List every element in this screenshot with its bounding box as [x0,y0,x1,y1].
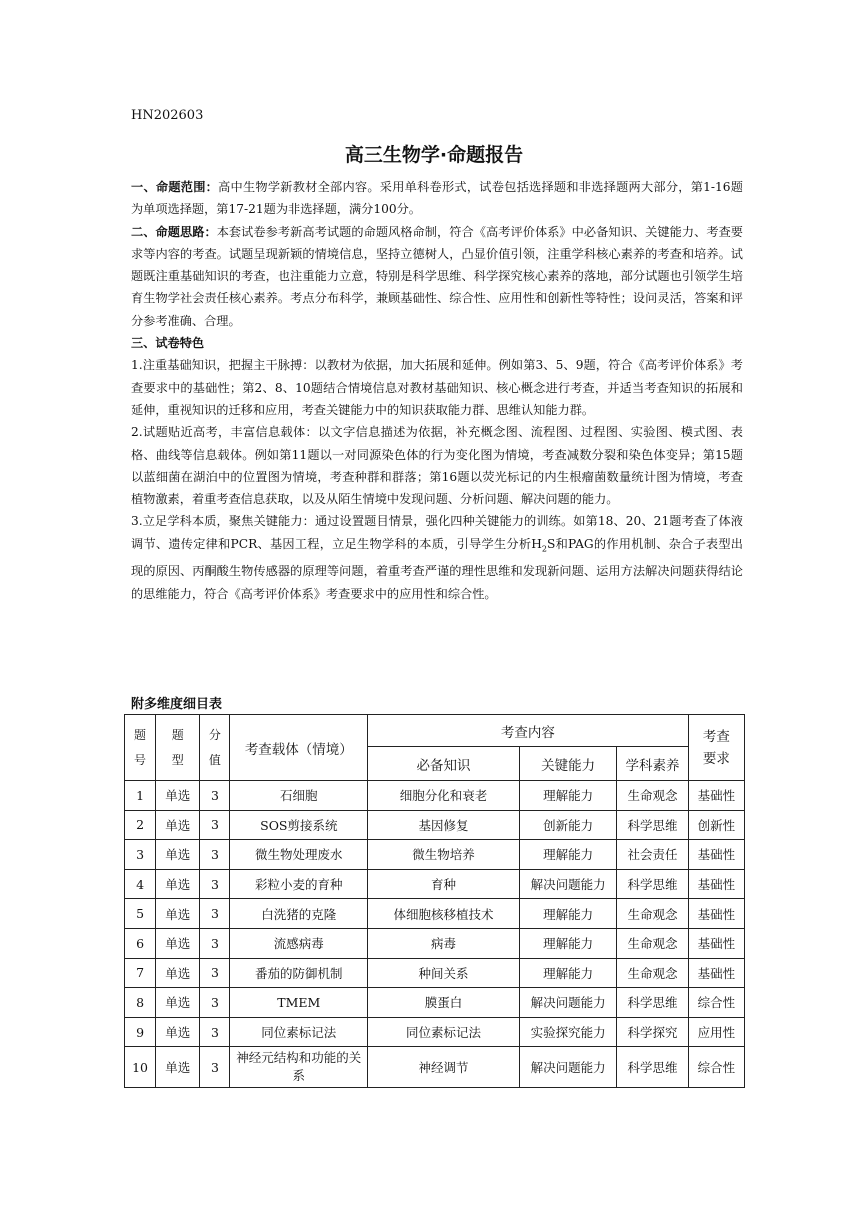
cell-type: 单选 [156,840,200,870]
feature-3-part-a: 3.立足学科本质，聚焦关键能力：通过设置题目情景，强化四种关键能力的训练。如第18、20、21题考查了体液调节、遗传定律和PCR、基因工程，立足生物学科的本质，引导学生分析H [131,514,743,551]
cell-score: 3 [200,899,230,929]
feature-1: 1.注重基础知识，把握主干脉搏：以教材为依据，加大拓展和延伸。例如第3、5、9题，符合《高考评价体系》考查要求中的基础性；第2、8、10题结合情境信息对教材基础知识、核心概念进行考查，并适当考查知识的拓展和延伸，重视知识的迁移和应用，考查关键能力中的知识获取能力群、思维认知能力群。 [131,358,743,417]
cell-knowledge: 育种 [368,869,520,899]
table-title: 附多维度细目表 [131,697,223,712]
page-title: 高三生物学·命题报告 [344,144,524,166]
header-literacy: 学科素养 [617,747,688,781]
cell-literacy: 生命观念 [617,781,688,811]
cell-ability: 解决问题能力 [519,988,616,1018]
cell-context: 流感病毒 [230,928,368,958]
cell-no: 3 [125,840,156,870]
cell-ability: 理解能力 [519,840,616,870]
cell-score: 3 [200,781,230,811]
scope-paragraph [131,176,743,221]
cell-score: 3 [200,840,230,870]
header-ability: 关键能力 [519,747,616,781]
cell-context: TMEM [230,988,368,1018]
table-row [125,810,745,840]
cell-type: 单选 [156,1047,200,1088]
cell-knowledge: 神经调节 [368,1047,520,1088]
cell-knowledge: 细胞分化和衰老 [368,781,520,811]
cell-literacy: 科学思维 [617,869,688,899]
cell-context: SOS剪接系统 [230,810,368,840]
cell-score: 3 [200,1047,230,1088]
cell-req: 基础性 [688,958,744,988]
cell-no: 5 [125,899,156,929]
table-row [125,840,745,870]
cell-type: 单选 [156,781,200,811]
cell-score: 3 [200,1017,230,1047]
report-body [131,176,743,605]
table-row [125,988,745,1018]
cell-no: 9 [125,1017,156,1047]
feature-3-part-b: S和PAG的作用机制、杂合子表型出现的原因、丙酮酸生物传感器的原理等问题，着重考查严谨的理性思维和发现新问题、运用方法解决问题获得结论的思维能力，符合《高考评价体系》考查要求中的应用性和综合性。 [131,536,743,601]
cell-score: 3 [200,869,230,899]
idea-text: 本套试卷参考新高考试题的命题风格命制，符合《高考评价体系》中必备知识、关键能力、考查要求等内容的考查。试题呈现新颖的情境信息，坚持立德树人，凸显价值引领，注重学科核心素养的考查和培养。试题既注重基础知识的考查，也注重能力立意，特别是科学思维、科学探究核心素养的落地，部分试题也引领学生培育生物学社会责任核心素养。考点分布科学，兼顾基础性、综合性、应用性和创新性等特性；设问灵活，答案和评分参考准确、合理。 [131,224,743,328]
cell-knowledge: 基因修复 [368,810,520,840]
feature-2: 2.试题贴近高考，丰富信息载体：以文字信息描述为依据，补充概念图、流程图、过程图、实验图、模式图、表格、曲线等信息载体。例如第11题以一对同源染色体的行为变化图为情境，考查减数分裂和染色体变异；第15题以蓝细菌在湖泊中的位置图为情境，考查种群和群落；第16题以荧光标记的内生根瘤菌数量统计图为情境，考查植物激素，着重考查信息获取，以及从陌生情境中发现问题、分析问题、解决问题的能力。 [131,425,743,507]
cell-type: 单选 [156,988,200,1018]
cell-type: 单选 [156,958,200,988]
cell-no: 4 [125,869,156,899]
cell-ability: 解决问题能力 [519,1047,616,1088]
cell-score: 3 [200,928,230,958]
cell-no: 10 [125,1047,156,1088]
cell-literacy: 生命观念 [617,899,688,929]
scope-text: 高中生物学新教材全部内容。采用单科卷形式，试卷包括选择题和非选择题两大部分，第1-16题为单项选择题，第17-21题为非选择题，满分100分。 [131,180,743,217]
cell-ability: 理解能力 [519,928,616,958]
cell-no: 7 [125,958,156,988]
table-row [125,869,745,899]
cell-score: 3 [200,810,230,840]
cell-type: 单选 [156,928,200,958]
cell-score: 3 [200,958,230,988]
cell-ability: 创新能力 [519,810,616,840]
cell-req: 基础性 [688,869,744,899]
feature-heading: 三、试卷特色 [131,336,205,351]
cell-score: 3 [200,988,230,1018]
cell-ability: 实验探究能力 [519,1017,616,1047]
cell-literacy: 科学探究 [617,1017,688,1047]
cell-type: 单选 [156,810,200,840]
cell-literacy: 社会责任 [617,840,688,870]
cell-no: 8 [125,988,156,1018]
cell-req: 创新性 [688,810,744,840]
cell-context: 白洗猪的克隆 [230,899,368,929]
cell-context: 石细胞 [230,781,368,811]
cell-req: 综合性 [688,1047,744,1088]
cell-literacy: 科学思维 [617,988,688,1018]
cell-knowledge: 种间关系 [368,958,520,988]
table-row [125,928,745,958]
table-row [125,899,745,929]
feature-3 [131,510,743,605]
header-knowledge: 必备知识 [368,747,520,781]
cell-ability: 理解能力 [519,781,616,811]
header-context: 考查载体（情境） [230,715,368,781]
cell-literacy: 生命观念 [617,928,688,958]
cell-context: 番茄的防御机制 [230,958,368,988]
cell-req: 应用性 [688,1017,744,1047]
cell-no: 2 [125,810,156,840]
cell-ability: 解决问题能力 [519,869,616,899]
cell-ability: 理解能力 [519,899,616,929]
cell-req: 基础性 [688,840,744,870]
cell-context: 同位素标记法 [230,1017,368,1047]
header-type: 题型 [156,715,200,781]
header-no: 题号 [125,715,156,781]
subscript: 2 [541,544,547,554]
detail-table [124,714,745,1088]
cell-literacy: 科学思维 [617,810,688,840]
header-req: 考查要求 [688,715,744,781]
cell-literacy: 科学思维 [617,1047,688,1088]
cell-req: 基础性 [688,928,744,958]
header-content: 考查内容 [368,715,689,747]
cell-ability: 理解能力 [519,958,616,988]
cell-knowledge: 体细胞核移植技术 [368,899,520,929]
cell-req: 基础性 [688,781,744,811]
cell-context: 彩粒小麦的育种 [230,869,368,899]
idea-paragraph [131,221,743,332]
idea-heading: 二、命题思路： [131,224,217,239]
cell-knowledge: 同位素标记法 [368,1017,520,1047]
document-code: HN202603 [131,108,204,123]
scope-heading: 一、命题范围： [131,180,219,194]
cell-type: 单选 [156,1017,200,1047]
header-score: 分值 [200,715,230,781]
cell-knowledge: 膜蛋白 [368,988,520,1018]
cell-no: 6 [125,928,156,958]
cell-literacy: 生命观念 [617,958,688,988]
cell-knowledge: 微生物培养 [368,840,520,870]
table-row [125,958,745,988]
cell-type: 单选 [156,869,200,899]
table-row [125,1047,745,1088]
cell-no: 1 [125,781,156,811]
cell-context: 微生物处理废水 [230,840,368,870]
table-row [125,1017,745,1047]
cell-context: 神经元结构和功能的关系 [230,1047,368,1088]
cell-req: 综合性 [688,988,744,1018]
cell-type: 单选 [156,899,200,929]
cell-knowledge: 病毒 [368,928,520,958]
table-row [125,781,745,811]
cell-req: 基础性 [688,899,744,929]
